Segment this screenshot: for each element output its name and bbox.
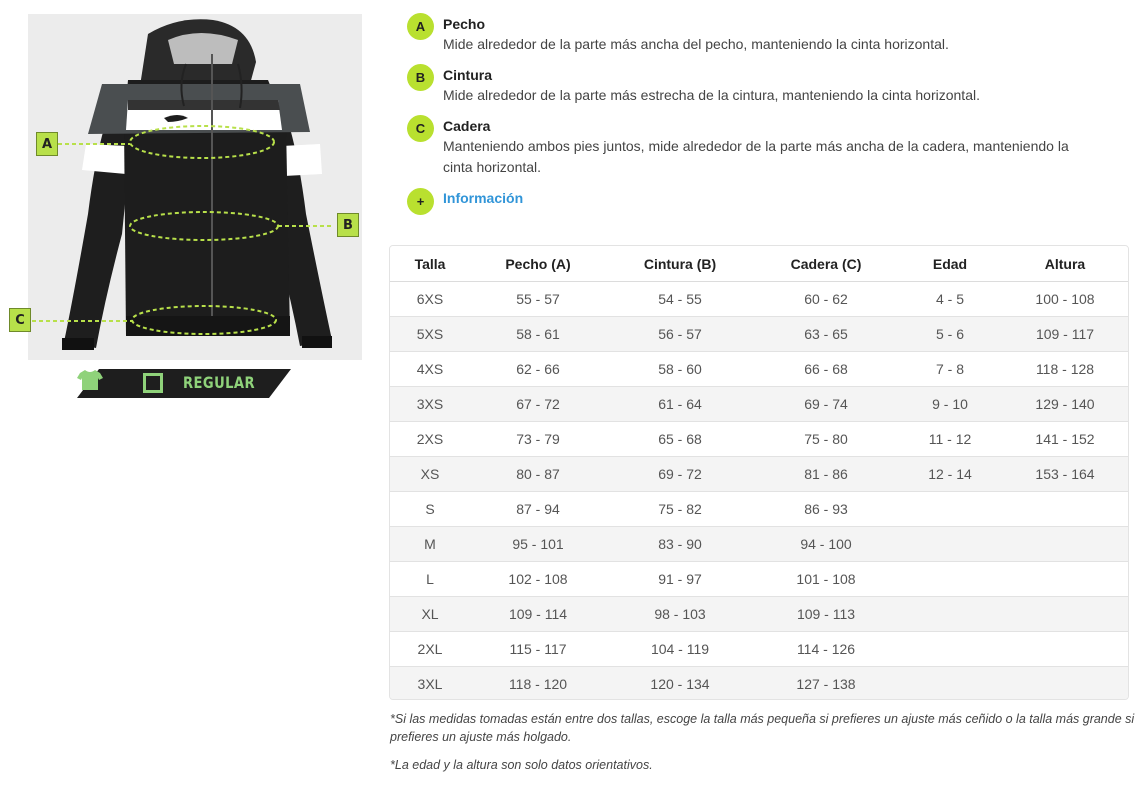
table-cell: 100 - 108 [1002, 282, 1128, 317]
table-cell: 75 - 80 [754, 422, 898, 457]
table-cell [898, 492, 1002, 527]
guide-description: Manteniendo ambos pies juntos, mide alrededor de la parte más ancha de la cadera, manteniendo la cinta horizontal. [443, 138, 1069, 175]
table-cell [1002, 667, 1128, 701]
table-header-row [390, 246, 1128, 282]
table-cell: 58 - 61 [470, 317, 606, 352]
table-cell: 118 - 120 [470, 667, 606, 701]
guide-title: Cadera [443, 118, 491, 134]
table-cell [1002, 597, 1128, 632]
table-cell: 98 - 103 [606, 597, 754, 632]
column-header: Talla [390, 246, 470, 282]
table-cell: 3XL [390, 667, 470, 701]
badge-c: C [407, 115, 434, 142]
table-cell: 120 - 134 [606, 667, 754, 701]
guide-description: Mide alrededor de la parte más ancha del pecho, manteniendo la cinta horizontal. [443, 36, 949, 52]
table-cell: 75 - 82 [606, 492, 754, 527]
table-cell: 129 - 140 [1002, 387, 1128, 422]
table-cell [898, 667, 1002, 701]
table-cell: 60 - 62 [754, 282, 898, 317]
table-row [390, 387, 1128, 422]
table-cell [1002, 632, 1128, 667]
table-cell: 12 - 14 [898, 457, 1002, 492]
column-header: Cintura (B) [606, 246, 754, 282]
tshirt-icon [77, 369, 103, 391]
badge-a: A [407, 13, 434, 40]
table-cell [1002, 492, 1128, 527]
table-cell: 56 - 57 [606, 317, 754, 352]
table-cell: M [390, 527, 470, 562]
table-row [390, 282, 1128, 317]
table-row [390, 562, 1128, 597]
table-cell: 66 - 68 [754, 352, 898, 387]
table-cell: 4 - 5 [898, 282, 1002, 317]
column-header: Altura [1002, 246, 1128, 282]
footnote-age-height: *La edad y la altura son solo datos orientativos. [390, 758, 653, 772]
table-cell: 115 - 117 [470, 632, 606, 667]
table-cell: 4XS [390, 352, 470, 387]
marker-c: C [9, 308, 31, 332]
jacket-illustration [28, 14, 362, 360]
column-header: Cadera (C) [754, 246, 898, 282]
table-cell: 80 - 87 [470, 457, 606, 492]
table-cell: 5XS [390, 317, 470, 352]
info-link[interactable]: Información [443, 190, 524, 206]
table-cell: 104 - 119 [606, 632, 754, 667]
table-cell: 54 - 55 [606, 282, 754, 317]
table-row [390, 597, 1128, 632]
guide-title: Cintura [443, 67, 492, 83]
table-cell: 94 - 100 [754, 527, 898, 562]
table-cell: 2XS [390, 422, 470, 457]
table-cell: 65 - 68 [606, 422, 754, 457]
table-cell: 87 - 94 [470, 492, 606, 527]
table-cell: 91 - 97 [606, 562, 754, 597]
table-cell: 69 - 74 [754, 387, 898, 422]
column-header: Edad [898, 246, 1002, 282]
table-cell: 83 - 90 [606, 527, 754, 562]
footnote-sizing: *Si las medidas tomadas están entre dos tallas, escoge la talla más pequeña si prefieres un ajuste más ceñido o la talla más grande si prefieres un ajuste más holgado. [390, 712, 1135, 744]
marker-a: A [36, 132, 58, 156]
jacket-image [28, 14, 362, 360]
table-cell: L [390, 562, 470, 597]
table-cell [898, 632, 1002, 667]
table-cell: 9 - 10 [898, 387, 1002, 422]
table-row [390, 527, 1128, 562]
table-cell: XS [390, 457, 470, 492]
table-row [390, 457, 1128, 492]
table-cell: 11 - 12 [898, 422, 1002, 457]
fit-banner [77, 369, 291, 398]
table-cell: 95 - 101 [470, 527, 606, 562]
table-row [390, 667, 1128, 701]
table-row [390, 352, 1128, 387]
size-table [389, 245, 1129, 700]
table-cell: 69 - 72 [606, 457, 754, 492]
table-cell [1002, 562, 1128, 597]
table-cell [898, 597, 1002, 632]
table-cell: 58 - 60 [606, 352, 754, 387]
table-cell: 101 - 108 [754, 562, 898, 597]
table-cell: 3XS [390, 387, 470, 422]
table-cell [1002, 527, 1128, 562]
table-cell [898, 562, 1002, 597]
table-cell: 7 - 8 [898, 352, 1002, 387]
table-cell: 81 - 86 [754, 457, 898, 492]
table-cell: 61 - 64 [606, 387, 754, 422]
square-fit-icon [143, 373, 163, 393]
table-cell: 109 - 114 [470, 597, 606, 632]
marker-b: B [337, 213, 359, 237]
table-row [390, 492, 1128, 527]
table-cell: 63 - 65 [754, 317, 898, 352]
table-cell: 153 - 164 [1002, 457, 1128, 492]
table-cell: S [390, 492, 470, 527]
table-cell: 86 - 93 [754, 492, 898, 527]
table-cell: 109 - 117 [1002, 317, 1128, 352]
table-row [390, 422, 1128, 457]
table-cell: 73 - 79 [470, 422, 606, 457]
table-cell: XL [390, 597, 470, 632]
table-cell: 6XS [390, 282, 470, 317]
table-cell: 102 - 108 [470, 562, 606, 597]
badge-b: B [407, 64, 434, 91]
table-cell: 67 - 72 [470, 387, 606, 422]
table-cell: 55 - 57 [470, 282, 606, 317]
guide-description: Mide alrededor de la parte más estrecha de la cintura, manteniendo la cinta horizontal. [443, 87, 980, 103]
table-cell: 62 - 66 [470, 352, 606, 387]
plus-icon[interactable]: + [407, 188, 434, 215]
table-row [390, 632, 1128, 667]
table-cell: 114 - 126 [754, 632, 898, 667]
column-header: Pecho (A) [470, 246, 606, 282]
table-cell: 127 - 138 [754, 667, 898, 701]
table-cell: 141 - 152 [1002, 422, 1128, 457]
guide-title: Pecho [443, 16, 486, 32]
table-row [390, 317, 1128, 352]
table-cell: 118 - 128 [1002, 352, 1128, 387]
table-cell: 2XL [390, 632, 470, 667]
table-cell: 109 - 113 [754, 597, 898, 632]
table-cell [898, 527, 1002, 562]
fit-label: REGULAR [183, 373, 255, 392]
table-cell: 5 - 6 [898, 317, 1002, 352]
